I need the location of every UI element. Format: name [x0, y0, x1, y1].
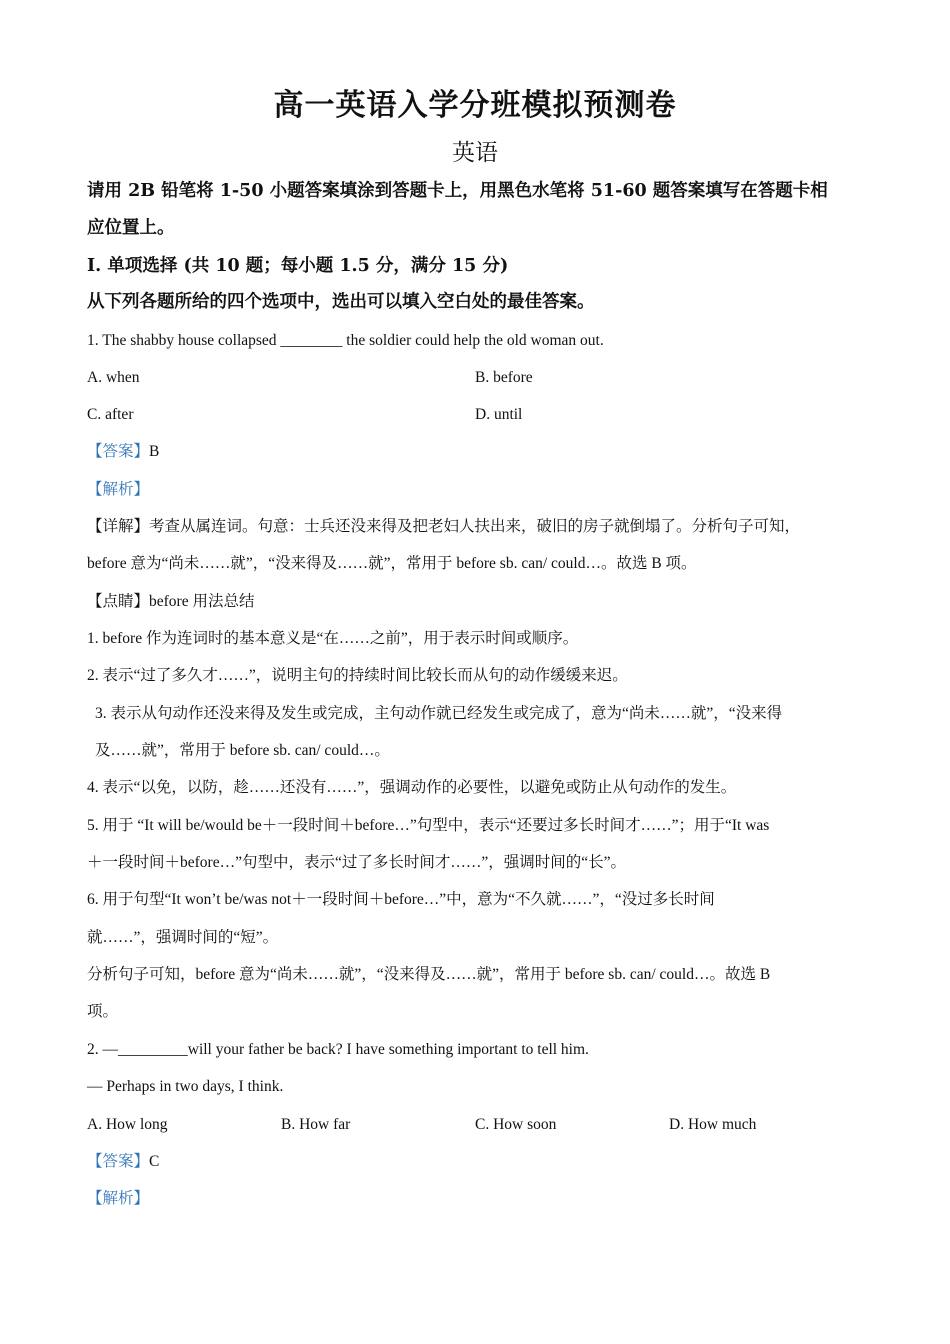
instruction-line-2: 应位置上。: [87, 218, 175, 238]
q2-option-a: A. How long: [87, 1116, 168, 1133]
q1-option-c: C. after: [87, 406, 134, 423]
tip-title: before 用法总结: [149, 593, 255, 610]
point-3-line-2: 及……就”，常用于 before sb. can/ could…。: [95, 742, 390, 759]
q1-detail-line-1: [87, 517, 863, 537]
page-subtitle: 英语: [452, 140, 498, 166]
point-6-line-2: 就……”，强调时间的“短”。: [87, 929, 279, 946]
section-direction: 从下列各题所给的四个选项中，选出可以填入空白处的最佳答案。: [87, 292, 595, 312]
point-3-line-1: 3. 表示从句动作还没来得及发生或完成，主句动作就已经发生或完成了，意为“尚未……就”，“没来得: [95, 705, 783, 722]
point-6-line-1: 6. 用于句型“It won’t be/was not＋一段时间＋before…”中，意为“不久就……”，“没过多长时间: [87, 891, 715, 908]
q2-answer: [87, 1152, 863, 1172]
section-heading: I. 单项选择 (共 10 题；每小题 1.5 分，满分 15 分): [87, 256, 509, 276]
point-2: 2. 表示“过了多久才……”，说明主句的持续时间比较长而从句的动作缓缓来迟。: [87, 667, 628, 684]
answer-label: 【答案】: [87, 443, 150, 460]
q1-stem: 1. The shabby house collapsed ________ the soldier could help the old woman out.: [87, 332, 604, 349]
detail-text: 考查从属连词。句意：士兵还没来得及把老妇人扶出来，破旧的房子就倒塌了。分析句子可知，: [149, 518, 801, 535]
q1-option-a: A. when: [87, 369, 140, 386]
q1-option-d: D. until: [475, 406, 523, 423]
q2-option-d: D. How much: [669, 1116, 757, 1133]
q1-summary-line-2: 项。: [87, 1003, 119, 1020]
q1-detail-line-2: before 意为“尚未……就”，“没来得及……就”，常用于 before sb. can/ could…。故选 B 项。: [87, 555, 697, 572]
q2-option-c: C. How soon: [475, 1116, 557, 1133]
q1-summary-line-1: 分析句子可知，before 意为“尚未……就”，“没来得及……就”，常用于 before sb. can/ could…。故选 B: [87, 966, 771, 983]
tip-label: 【点睛】: [87, 593, 150, 610]
answer-value: B: [149, 443, 160, 460]
q2-option-b: B. How far: [281, 1116, 351, 1133]
point-4: 4. 表示“以免，以防，趁……还没有……”，强调动作的必要性，以避免或防止从句动作的发生。: [87, 779, 737, 796]
answer-label: 【答案】: [87, 1153, 150, 1170]
point-1: 1. before 作为连词时的基本意义是“在……之前”，用于表示时间或顺序。: [87, 630, 579, 647]
q1-option-b: B. before: [475, 369, 533, 386]
q2-reply: — Perhaps in two days, I think.: [87, 1078, 284, 1095]
q2-analysis-label: 【解析】: [87, 1190, 150, 1207]
point-5-line-2: ＋一段时间＋before…”句型中，表示“过了多长时间才……”，强调时间的“长”。: [87, 854, 626, 871]
detail-label: 【详解】: [87, 518, 150, 535]
q1-analysis-label: 【解析】: [87, 481, 150, 498]
page-title: 高一英语入学分班模拟预测卷: [273, 88, 677, 123]
q1-tip: [87, 592, 863, 612]
instruction-line-1: 请用 2B 铅笔将 1-50 小题答案填涂到答题卡上，用黑色水笔将 51-60 题答案填写在答题卡相: [87, 181, 828, 201]
q1-answer: [87, 442, 863, 462]
point-5-line-1: 5. 用于 “It will be/would be＋一段时间＋before…”句型中，表示“还要过多长时间才……”；用于“It was: [87, 817, 770, 834]
answer-value: C: [149, 1153, 160, 1170]
q2-stem: 2. —_________will your father be back? I have something important to tell him.: [87, 1041, 589, 1058]
